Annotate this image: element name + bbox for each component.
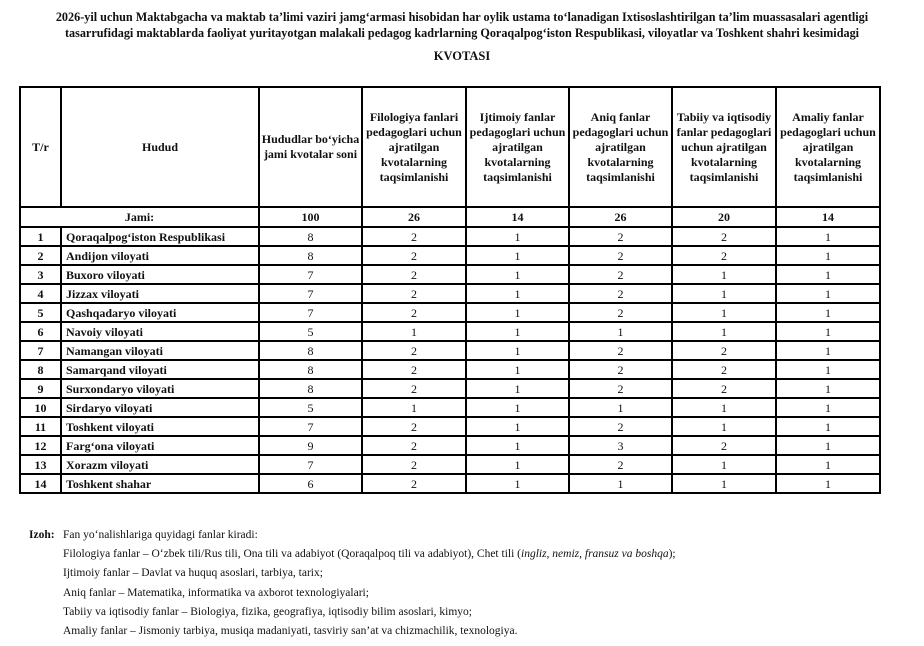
quota-cell: 2 bbox=[362, 303, 466, 322]
total-cell: 26 bbox=[362, 207, 466, 227]
quota-cell: 1 bbox=[776, 474, 880, 493]
row-number: 4 bbox=[20, 284, 61, 303]
quota-cell: 1 bbox=[672, 398, 776, 417]
quota-cell: 2 bbox=[569, 455, 672, 474]
region-name: Qoraqalpog‘iston Respublikasi bbox=[61, 227, 259, 246]
quota-cell: 9 bbox=[259, 436, 362, 455]
quota-cell: 1 bbox=[776, 265, 880, 284]
quota-cell: 1 bbox=[466, 284, 569, 303]
row-number: 7 bbox=[20, 341, 61, 360]
row-number: 12 bbox=[20, 436, 61, 455]
quota-cell: 2 bbox=[362, 474, 466, 493]
quota-cell: 1 bbox=[776, 246, 880, 265]
quota-cell: 1 bbox=[776, 322, 880, 341]
quota-cell: 5 bbox=[259, 398, 362, 417]
note-ijtimoiy: Ijtimoiy fanlar – Davlat va huquq asoslari, tarbiya, tarix; bbox=[63, 567, 323, 580]
region-name: Navoiy viloyati bbox=[61, 322, 259, 341]
quota-cell: 1 bbox=[569, 322, 672, 341]
header-tabiiy: Tabiiy va iqtisodiy fanlar pedagoglari uchun ajratilgan kvotalarning taqsimlanishi bbox=[672, 87, 776, 207]
quota-cell: 1 bbox=[466, 341, 569, 360]
quota-cell: 2 bbox=[362, 417, 466, 436]
quota-cell: 1 bbox=[776, 227, 880, 246]
region-name: Toshkent shahar bbox=[61, 474, 259, 493]
header-filologiya: Filologiya fanlari pedagoglari uchun ajratilgan kvotalarning taqsimlanishi bbox=[362, 87, 466, 207]
quota-cell: 2 bbox=[362, 455, 466, 474]
table-row bbox=[20, 398, 880, 417]
quota-cell: 1 bbox=[776, 379, 880, 398]
quota-cell: 1 bbox=[776, 360, 880, 379]
table-row bbox=[20, 341, 880, 360]
quota-cell: 2 bbox=[362, 246, 466, 265]
row-number: 3 bbox=[20, 265, 61, 284]
quota-cell: 1 bbox=[776, 341, 880, 360]
region-name: Namangan viloyati bbox=[61, 341, 259, 360]
quota-cell: 1 bbox=[569, 474, 672, 493]
quota-cell: 2 bbox=[569, 379, 672, 398]
quota-cell: 7 bbox=[259, 284, 362, 303]
quota-cell: 3 bbox=[569, 436, 672, 455]
quota-cell: 2 bbox=[362, 265, 466, 284]
note-filologiya-text: Filologiya fanlar – O‘zbek tili/Rus tili, Ona tili va adabiyot (Qoraqalpoq tili va adabiyot), Chet tili ( bbox=[63, 548, 521, 561]
quota-cell: 2 bbox=[362, 284, 466, 303]
quota-cell: 1 bbox=[466, 455, 569, 474]
row-number: 13 bbox=[20, 455, 61, 474]
quota-cell: 7 bbox=[259, 417, 362, 436]
quota-cell: 1 bbox=[466, 227, 569, 246]
quota-cell: 2 bbox=[569, 341, 672, 360]
quota-cell: 1 bbox=[672, 284, 776, 303]
region-name: Jizzax viloyati bbox=[61, 284, 259, 303]
quota-cell: 1 bbox=[466, 398, 569, 417]
row-number: 2 bbox=[20, 246, 61, 265]
table-row bbox=[20, 227, 880, 246]
header-hudud: Hudud bbox=[61, 87, 259, 207]
quota-cell: 6 bbox=[259, 474, 362, 493]
table-row bbox=[20, 474, 880, 493]
note-amaliy: Amaliy fanlar – Jismoniy tarbiya, musiqa madaniyati, tasviriy san’at va chizmachilik, texnologiya. bbox=[63, 625, 518, 638]
row-number: 10 bbox=[20, 398, 61, 417]
quota-cell: 1 bbox=[672, 474, 776, 493]
table-row bbox=[20, 360, 880, 379]
row-number: 6 bbox=[20, 322, 61, 341]
total-cell: 14 bbox=[776, 207, 880, 227]
quota-cell: 2 bbox=[362, 341, 466, 360]
quota-cell: 1 bbox=[776, 417, 880, 436]
header-total: Hududlar bo‘yicha jami kvotalar soni bbox=[259, 87, 362, 207]
row-number: 5 bbox=[20, 303, 61, 322]
row-number: 8 bbox=[20, 360, 61, 379]
quota-cell: 1 bbox=[672, 265, 776, 284]
region-name: Surxondaryo viloyati bbox=[61, 379, 259, 398]
header-tr: T/r bbox=[20, 87, 61, 207]
region-name: Qashqadaryo viloyati bbox=[61, 303, 259, 322]
region-name: Andijon viloyati bbox=[61, 246, 259, 265]
region-name: Buxoro viloyati bbox=[61, 265, 259, 284]
quota-cell: 2 bbox=[672, 246, 776, 265]
region-name: Farg‘ona viloyati bbox=[61, 436, 259, 455]
quota-cell: 2 bbox=[672, 227, 776, 246]
table-row bbox=[20, 436, 880, 455]
quota-cell: 2 bbox=[362, 227, 466, 246]
quota-cell: 1 bbox=[569, 398, 672, 417]
quota-cell: 8 bbox=[259, 227, 362, 246]
region-name: Xorazm viloyati bbox=[61, 455, 259, 474]
quota-cell: 1 bbox=[466, 436, 569, 455]
quota-table bbox=[19, 86, 881, 494]
quota-cell: 2 bbox=[569, 246, 672, 265]
quota-cell: 7 bbox=[259, 303, 362, 322]
quota-cell: 7 bbox=[259, 265, 362, 284]
quota-cell: 1 bbox=[466, 379, 569, 398]
quota-cell: 1 bbox=[776, 436, 880, 455]
quota-cell: 1 bbox=[776, 303, 880, 322]
quota-cell: 2 bbox=[569, 360, 672, 379]
row-number: 9 bbox=[20, 379, 61, 398]
quota-cell: 2 bbox=[362, 379, 466, 398]
document-title-line-2: tasarrufidagi maktablarda faoliyat yuritayotgan malakali pedagog kadrlarning Qoraqalpog‘iston Respublikasi, viloyatlar va Toshkent shahri kesimidagi bbox=[64, 26, 860, 40]
header-aniq: Aniq fanlar pedagoglari uchun ajratilgan kvotalarning taqsimlanishi bbox=[569, 87, 672, 207]
totals-label: Jami: bbox=[20, 207, 259, 227]
total-cell: 20 bbox=[672, 207, 776, 227]
note-filologiya bbox=[29, 545, 676, 564]
document-subtitle: KVOTASI bbox=[433, 49, 491, 63]
row-number: 11 bbox=[20, 417, 61, 436]
quota-cell: 2 bbox=[569, 284, 672, 303]
quota-cell: 2 bbox=[569, 417, 672, 436]
quota-cell: 8 bbox=[259, 341, 362, 360]
row-number: 1 bbox=[20, 227, 61, 246]
quota-cell: 1 bbox=[466, 417, 569, 436]
table-row bbox=[20, 455, 880, 474]
quota-cell: 1 bbox=[466, 360, 569, 379]
row-number: 14 bbox=[20, 474, 61, 493]
quota-cell: 2 bbox=[362, 360, 466, 379]
table-row bbox=[20, 265, 880, 284]
notes-label: Izoh: bbox=[29, 529, 55, 541]
quota-cell: 1 bbox=[466, 322, 569, 341]
quota-cell: 1 bbox=[466, 303, 569, 322]
notes-section bbox=[29, 526, 676, 641]
quota-cell: 2 bbox=[569, 227, 672, 246]
quota-cell: 1 bbox=[672, 455, 776, 474]
quota-cell: 1 bbox=[672, 322, 776, 341]
quota-cell: 1 bbox=[362, 398, 466, 417]
quota-cell: 1 bbox=[362, 322, 466, 341]
quota-cell: 8 bbox=[259, 360, 362, 379]
quota-cell: 5 bbox=[259, 322, 362, 341]
quota-cell: 8 bbox=[259, 246, 362, 265]
quota-cell: 2 bbox=[362, 436, 466, 455]
table-row bbox=[20, 417, 880, 436]
quota-cell: 1 bbox=[672, 417, 776, 436]
quota-cell: 2 bbox=[569, 303, 672, 322]
region-name: Samarqand viloyati bbox=[61, 360, 259, 379]
note-filologiya-suffix: ); bbox=[668, 548, 676, 561]
region-name: Toshkent viloyati bbox=[61, 417, 259, 436]
header-ijtimoiy: Ijtimoiy fanlar pedagoglari uchun ajratilgan kvotalarning taqsimlanishi bbox=[466, 87, 569, 207]
table-row bbox=[20, 322, 880, 341]
note-aniq: Aniq fanlar – Matematika, informatika va axborot texnologiyalari; bbox=[63, 586, 369, 599]
header-row bbox=[20, 87, 880, 207]
table-row bbox=[20, 379, 880, 398]
total-cell: 14 bbox=[466, 207, 569, 227]
quota-cell: 2 bbox=[672, 379, 776, 398]
total-cell: 100 bbox=[259, 207, 362, 227]
quota-cell: 2 bbox=[672, 436, 776, 455]
document-title-line-1: 2026-yil uchun Maktabgacha va maktab ta’limi vaziri jamg‘armasi hisobidan har oylik ustama to‘lanadigan Ixtisoslashtirilgan ta’lim muassasalari agentligi bbox=[55, 10, 869, 24]
note-tabiiy: Tabiiy va iqtisodiy fanlar – Biologiya, fizika, geografiya, iqtisodiy bilim asoslari, kimyo; bbox=[63, 605, 472, 618]
quota-cell: 2 bbox=[672, 341, 776, 360]
quota-cell: 1 bbox=[672, 303, 776, 322]
quota-cell: 2 bbox=[569, 265, 672, 284]
header-amaliy: Amaliy fanlar pedagoglari uchun ajratilgan kvotalarning taqsimlanishi bbox=[776, 87, 880, 207]
note-filologiya-italic: ingliz, nemiz, fransuz va boshqa bbox=[521, 548, 669, 561]
quota-cell: 1 bbox=[776, 455, 880, 474]
quota-cell: 1 bbox=[466, 474, 569, 493]
quota-cell: 1 bbox=[776, 398, 880, 417]
quota-cell: 2 bbox=[672, 360, 776, 379]
totals-row bbox=[20, 207, 880, 227]
quota-cell: 1 bbox=[466, 246, 569, 265]
region-name: Sirdaryo viloyati bbox=[61, 398, 259, 417]
total-cell: 26 bbox=[569, 207, 672, 227]
table-row bbox=[20, 246, 880, 265]
quota-cell: 1 bbox=[776, 284, 880, 303]
table-row bbox=[20, 284, 880, 303]
quota-cell: 8 bbox=[259, 379, 362, 398]
notes-intro: Fan yo‘nalishlariga quyidagi fanlar kiradi: bbox=[63, 529, 258, 541]
table-row bbox=[20, 303, 880, 322]
quota-cell: 1 bbox=[466, 265, 569, 284]
quota-cell: 7 bbox=[259, 455, 362, 474]
